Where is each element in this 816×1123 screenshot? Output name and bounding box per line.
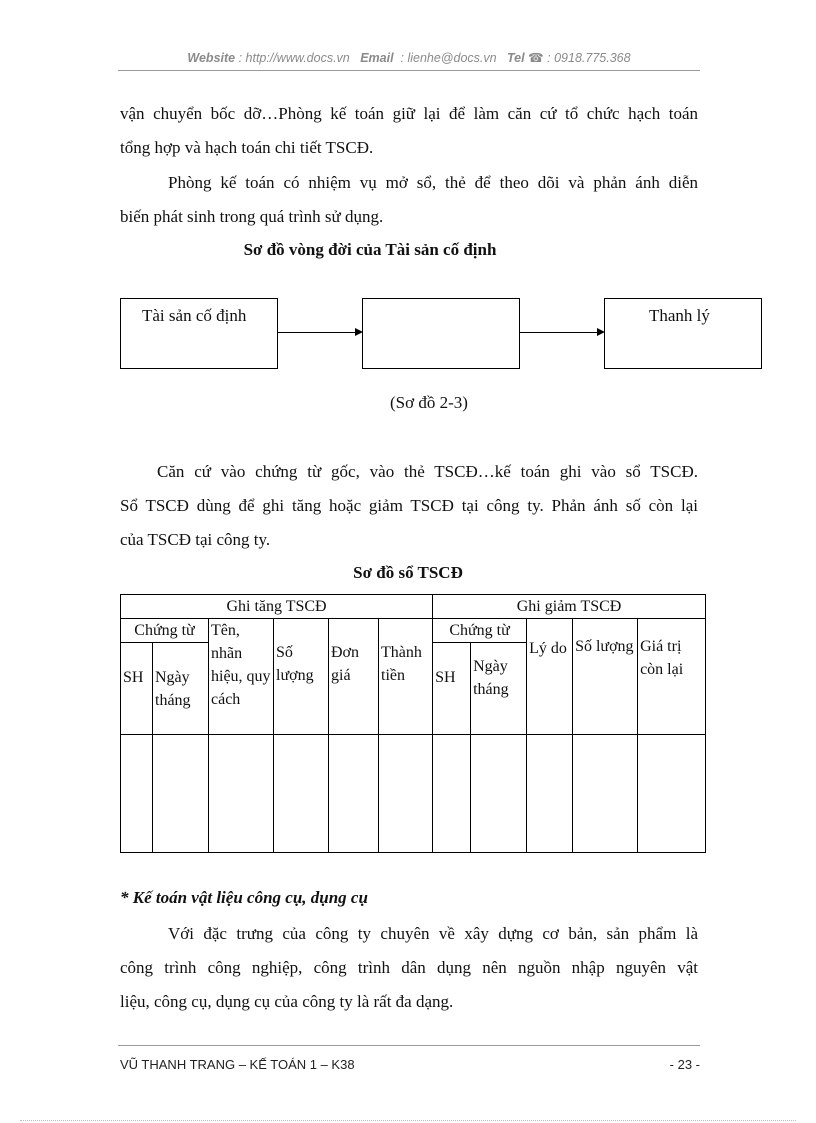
table-cell (121, 735, 153, 853)
ledger-increase-header: Ghi tăng TSCĐ (121, 595, 433, 619)
section-heading: * Kế toán vật liệu công cụ, dụng cụ (120, 888, 368, 907)
lifecycle-box-liquidation-label: Thanh lý (649, 306, 710, 325)
paragraph-1-line-1: vận chuyển bốc dỡ…Phòng kế toán giữ lại để làm căn cứ tổ chức hạch toán (120, 104, 698, 123)
paragraph-1-line-2: tổng hợp và hạch toán chi tiết TSCĐ. (120, 138, 374, 157)
ledger-title: Sơ đồ sổ TSCĐ (353, 563, 463, 582)
paragraph-1 (120, 97, 698, 165)
website-value[interactable]: : http://www.docs.vn (238, 51, 350, 65)
ledger-decrease-date: Ngày tháng (471, 643, 527, 735)
paragraph-2 (120, 166, 698, 234)
table-cell (153, 735, 209, 853)
page-bottom-border (20, 1120, 796, 1121)
paragraph-4-line-2: công trình công nghiệp, công trình dân dụng nên nguồn nhập nguyên vật (120, 958, 698, 977)
ledger-amount: Thành tiền (379, 619, 433, 735)
ledger-increase-voucher: Chứng từ (121, 619, 209, 643)
page-number: - 23 - (669, 1057, 700, 1072)
paragraph-2-line-1: Phòng kế toán có nhiệm vụ mở sổ, thẻ để theo dõi và phản ánh diễn (168, 173, 698, 192)
paragraph-4-line-3: liệu, công cụ, dụng cụ của công ty là rất đa dạng. (120, 992, 454, 1011)
table-cell (527, 735, 573, 853)
ledger-decrease-quantity: Số lượng (573, 619, 638, 735)
ledger-increase-sh: SH (121, 643, 153, 735)
footer-divider (118, 1045, 700, 1046)
arrow-1-line (278, 332, 355, 333)
arrow-2-line (520, 332, 597, 333)
lifecycle-box-asset-label: Tài sản cố định (142, 306, 247, 325)
phone-icon: ☎ (528, 51, 544, 65)
diagram-caption: (Sơ đồ 2-3) (390, 393, 468, 412)
page-header (118, 50, 700, 65)
footer-author: VŨ THANH TRANG – KẾ TOÁN 1 – K38 (120, 1057, 355, 1072)
table-cell (433, 735, 471, 853)
table-cell (209, 735, 274, 853)
paragraph-3 (120, 455, 698, 557)
diagram-title: Sơ đồ vòng đời của Tài sản cố định (243, 240, 497, 259)
tel-label: Tel (507, 51, 525, 65)
table-cell (379, 735, 433, 853)
table-cell (274, 735, 329, 853)
paragraph-3-line-3: của TSCĐ tại công ty. (120, 530, 271, 549)
paragraph-4-line-1: Với đặc trưng của công ty chuyên về xây dựng cơ bản, sản phẩm là (168, 924, 698, 943)
header-divider (118, 70, 700, 71)
table-cell (638, 735, 706, 853)
ledger-unit-price: Đơn giá (329, 619, 379, 735)
table-row (121, 735, 706, 853)
table-cell (573, 735, 638, 853)
tel-value: : 0918.775.368 (547, 51, 631, 65)
paragraph-4 (120, 917, 698, 1019)
table-cell (329, 735, 379, 853)
lifecycle-box-liquidation (604, 298, 762, 369)
ledger-table (120, 594, 706, 853)
ledger-decrease-header: Ghi giảm TSCĐ (433, 595, 706, 619)
ledger-increase-quantity: Số lượng (274, 619, 329, 735)
paragraph-2-line-2: biến phát sinh trong quá trình sử dụng. (120, 207, 384, 226)
ledger-increase-date: Ngày tháng (153, 643, 209, 735)
paragraph-3-line-2: Sổ TSCĐ dùng để ghi tăng hoặc giảm TSCĐ tại công ty. Phản ánh số còn lại (120, 496, 698, 515)
website-label: Website (187, 51, 236, 65)
ledger-reason: Lý do (527, 619, 573, 735)
paragraph-3-line-1: Căn cứ vào chứng từ gốc, vào thẻ TSCĐ…kế toán ghi vào sổ TSCĐ. (157, 462, 698, 481)
ledger-remaining-value: Giá trị còn lại (638, 619, 706, 735)
email-value[interactable]: : lienhe@docs.vn (400, 51, 497, 65)
ledger-name-spec: Tên, nhãn hiệu, quy cách (209, 619, 274, 735)
lifecycle-box-asset (120, 298, 278, 369)
ledger-decrease-sh: SH (433, 643, 471, 735)
email-label: Email (360, 51, 394, 65)
table-cell (471, 735, 527, 853)
ledger-decrease-voucher: Chứng từ (433, 619, 527, 643)
lifecycle-box-empty (362, 298, 520, 369)
